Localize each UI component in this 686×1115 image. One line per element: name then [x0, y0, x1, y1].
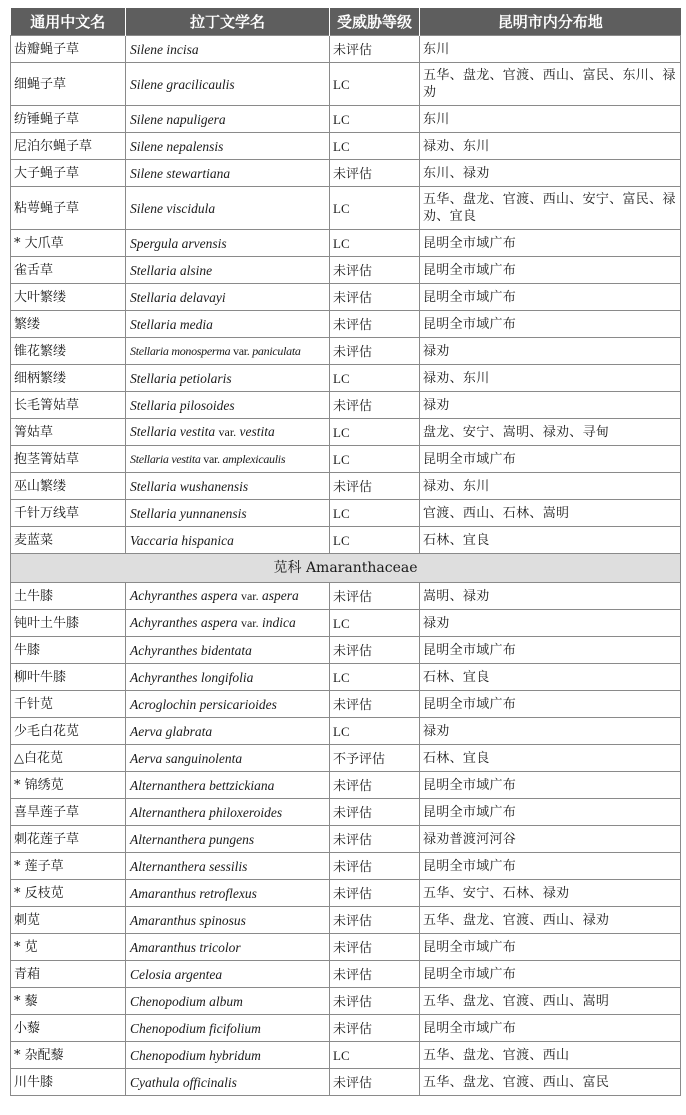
- table-row: [11, 664, 681, 691]
- distribution-cell: 禄劝、东川: [420, 365, 681, 392]
- chinese-name-cell: 牛膝: [11, 637, 126, 664]
- distribution-cell: 禄劝: [420, 392, 681, 419]
- chinese-name-cell: 小藜: [11, 1015, 126, 1042]
- latin-binomial: Alternanthera sessilis: [130, 858, 248, 874]
- threat-level-cell: 未评估: [330, 826, 420, 853]
- threat-level-cell: 不予评估: [330, 745, 420, 772]
- distribution-cell: 昆明全市域广布: [420, 230, 681, 257]
- latin-binomial: Stellaria wushanensis: [130, 478, 249, 494]
- latin-binomial: Celosia argentea: [130, 966, 223, 982]
- latin-binomial: Aerva glabrata: [130, 723, 213, 739]
- chinese-name-cell: 巫山繁缕: [11, 473, 126, 500]
- distribution-cell: 禄劝: [420, 338, 681, 365]
- latin-name-cell: [126, 826, 330, 853]
- threat-level-cell: 未评估: [330, 160, 420, 187]
- distribution-cell: 昆明全市域广布: [420, 853, 681, 880]
- table-row: [11, 880, 681, 907]
- table-row: [11, 907, 681, 934]
- distribution-cell: 东川、禄劝: [420, 160, 681, 187]
- table-row: [11, 637, 681, 664]
- chinese-name-cell: * 莲子草: [11, 853, 126, 880]
- latin-binomial: Stellaria pilosoides: [130, 397, 235, 413]
- latin-binomial: Achyranthes longifolia: [130, 669, 254, 685]
- chinese-name-cell: 繁缕: [11, 311, 126, 338]
- table-row: [11, 106, 681, 133]
- family-name: 苋科 Amaranthaceae: [11, 554, 681, 583]
- table-row: [11, 446, 681, 473]
- threat-level-cell: 未评估: [330, 583, 420, 610]
- distribution-cell: 昆明全市域广布: [420, 961, 681, 988]
- infraspecific-rank: var.: [240, 589, 259, 603]
- chinese-name-cell: 千针万线草: [11, 500, 126, 527]
- latin-binomial: Silene incisa: [130, 41, 199, 57]
- table-row: [11, 311, 681, 338]
- table-row: [11, 36, 681, 63]
- chinese-name-cell: 锥花繁缕: [11, 338, 126, 365]
- table-row: [11, 1015, 681, 1042]
- threat-level-cell: LC: [330, 610, 420, 637]
- table-row: [11, 745, 681, 772]
- chinese-name-cell: 细柄繁缕: [11, 365, 126, 392]
- infraspecific-rank: var.: [218, 425, 237, 439]
- latin-binomial: Stellaria petiolaris: [130, 370, 232, 386]
- latin-binomial: Achyranthes bidentata: [130, 642, 252, 658]
- distribution-cell: 五华、盘龙、官渡、西山、安宁、富民、禄劝、宜良: [420, 187, 681, 230]
- threat-level-cell: LC: [330, 1042, 420, 1069]
- latin-name-cell: [126, 419, 330, 446]
- latin-name-cell: [126, 637, 330, 664]
- latin-binomial: Stellaria alsine: [130, 262, 213, 278]
- table-row: [11, 718, 681, 745]
- latin-name-cell: [126, 772, 330, 799]
- chinese-name-cell: 土牛膝: [11, 583, 126, 610]
- threat-level-cell: LC: [330, 63, 420, 106]
- header-threat-level: 受威胁等级: [330, 8, 420, 36]
- chinese-name-cell: 少毛白花苋: [11, 718, 126, 745]
- threat-level-cell: 未评估: [330, 691, 420, 718]
- latin-name-cell: [126, 160, 330, 187]
- threat-level-cell: LC: [330, 500, 420, 527]
- latin-name-cell: [126, 106, 330, 133]
- latin-name-cell: [126, 473, 330, 500]
- chinese-name-cell: * 藜: [11, 988, 126, 1015]
- latin-name-cell: [126, 500, 330, 527]
- threat-level-cell: 未评估: [330, 934, 420, 961]
- table-row: [11, 187, 681, 230]
- infraspecific-epithet: paniculata: [252, 343, 301, 358]
- table-row: [11, 583, 681, 610]
- latin-name-cell: [126, 583, 330, 610]
- distribution-cell: 五华、盘龙、官渡、西山、富民: [420, 1069, 681, 1096]
- table-row: [11, 365, 681, 392]
- latin-name-cell: [126, 1069, 330, 1096]
- chinese-name-cell: 大子蝇子草: [11, 160, 126, 187]
- chinese-name-cell: 抱茎箐姑草: [11, 446, 126, 473]
- latin-name-cell: [126, 961, 330, 988]
- distribution-cell: 昆明全市域广布: [420, 772, 681, 799]
- chinese-name-cell: 钝叶土牛膝: [11, 610, 126, 637]
- latin-name-cell: [126, 284, 330, 311]
- threat-level-cell: LC: [330, 365, 420, 392]
- table-row: [11, 63, 681, 106]
- distribution-cell: 嵩明、禄劝: [420, 583, 681, 610]
- distribution-cell: 昆明全市域广布: [420, 637, 681, 664]
- latin-name-cell: [126, 799, 330, 826]
- latin-binomial: Chenopodium album: [130, 993, 243, 1009]
- latin-binomial: Alternanthera bettzickiana: [130, 777, 275, 793]
- distribution-cell: 昆明全市域广布: [420, 691, 681, 718]
- latin-name-cell: [126, 934, 330, 961]
- header-distribution: 昆明市内分布地: [420, 8, 681, 36]
- chinese-name-cell: 青葙: [11, 961, 126, 988]
- header-chinese-name: 通用中文名: [11, 8, 126, 36]
- distribution-cell: 昆明全市域广布: [420, 799, 681, 826]
- latin-binomial: Acroglochin persicarioides: [130, 696, 277, 712]
- chinese-name-cell: 尼泊尔蝇子草: [11, 133, 126, 160]
- distribution-cell: 禄劝: [420, 610, 681, 637]
- latin-binomial: Stellaria delavayi: [130, 289, 226, 305]
- threat-level-cell: 未评估: [330, 473, 420, 500]
- infraspecific-epithet: amplexicaulis: [222, 451, 286, 466]
- latin-name-cell: [126, 880, 330, 907]
- distribution-cell: 昆明全市域广布: [420, 1015, 681, 1042]
- threat-level-cell: 未评估: [330, 392, 420, 419]
- infraspecific-epithet: vestita: [239, 424, 275, 439]
- chinese-name-cell: △白花苋: [11, 745, 126, 772]
- threat-level-cell: 未评估: [330, 338, 420, 365]
- infraspecific-rank: var.: [240, 616, 259, 630]
- infraspecific-rank: var.: [233, 343, 250, 358]
- distribution-cell: 昆明全市域广布: [420, 446, 681, 473]
- latin-binomial: Alternanthera philoxeroides: [130, 804, 283, 820]
- threat-level-cell: 未评估: [330, 853, 420, 880]
- chinese-name-cell: 细蝇子草: [11, 63, 126, 106]
- chinese-name-cell: 大叶繁缕: [11, 284, 126, 311]
- chinese-name-cell: 柳叶牛膝: [11, 664, 126, 691]
- distribution-cell: 禄劝普渡河河谷: [420, 826, 681, 853]
- threat-level-cell: LC: [330, 718, 420, 745]
- chinese-name-cell: 齿瓣蝇子草: [11, 36, 126, 63]
- distribution-cell: 东川: [420, 36, 681, 63]
- latin-binomial: Alternanthera pungens: [130, 831, 255, 847]
- latin-binomial: Aerva sanguinolenta: [130, 750, 243, 766]
- latin-name-cell: [126, 392, 330, 419]
- latin-name-cell: [126, 527, 330, 554]
- table-body: [11, 36, 681, 1096]
- threat-level-cell: LC: [330, 133, 420, 160]
- table-row: [11, 961, 681, 988]
- chinese-name-cell: 粘萼蝇子草: [11, 187, 126, 230]
- latin-name-cell: [126, 664, 330, 691]
- table-row: [11, 133, 681, 160]
- table-row: [11, 826, 681, 853]
- latin-binomial: Silene gracilicaulis: [130, 76, 235, 92]
- distribution-cell: 五华、盘龙、官渡、西山、禄劝: [420, 907, 681, 934]
- latin-name-cell: [126, 187, 330, 230]
- distribution-cell: 昆明全市域广布: [420, 284, 681, 311]
- chinese-name-cell: 川牛膝: [11, 1069, 126, 1096]
- threat-level-cell: 未评估: [330, 772, 420, 799]
- latin-name-cell: [126, 745, 330, 772]
- threat-level-cell: 未评估: [330, 1069, 420, 1096]
- table-row: [11, 988, 681, 1015]
- latin-binomial: Chenopodium hybridum: [130, 1047, 261, 1063]
- latin-name-cell: [126, 133, 330, 160]
- distribution-cell: 石林、宜良: [420, 745, 681, 772]
- table-row: [11, 500, 681, 527]
- chinese-name-cell: 刺苋: [11, 907, 126, 934]
- threat-level-cell: LC: [330, 106, 420, 133]
- latin-name-cell: [126, 691, 330, 718]
- threat-level-cell: 未评估: [330, 907, 420, 934]
- table-row: [11, 691, 681, 718]
- chinese-name-cell: * 反枝苋: [11, 880, 126, 907]
- threat-level-cell: LC: [330, 187, 420, 230]
- latin-binomial: Amaranthus retroflexus: [130, 885, 257, 901]
- infraspecific-epithet: indica: [262, 615, 296, 630]
- table-row: [11, 772, 681, 799]
- latin-binomial: Silene stewartiana: [130, 165, 231, 181]
- threat-level-cell: 未评估: [330, 799, 420, 826]
- latin-name-cell: [126, 63, 330, 106]
- distribution-cell: 昆明全市域广布: [420, 311, 681, 338]
- latin-name-cell: [126, 988, 330, 1015]
- chinese-name-cell: 箐姑草: [11, 419, 126, 446]
- latin-name-cell: [126, 365, 330, 392]
- latin-name-cell: [126, 1015, 330, 1042]
- header-row: [11, 8, 681, 36]
- table-row: [11, 1042, 681, 1069]
- latin-name-cell: [126, 230, 330, 257]
- distribution-cell: 禄劝: [420, 718, 681, 745]
- latin-binomial: Amaranthus spinosus: [130, 912, 246, 928]
- chinese-name-cell: 长毛箐姑草: [11, 392, 126, 419]
- table-row: [11, 284, 681, 311]
- table-row: [11, 527, 681, 554]
- latin-name-cell: [126, 610, 330, 637]
- latin-binomial: Silene nepalensis: [130, 138, 224, 154]
- table-row: [11, 1069, 681, 1096]
- latin-binomial: Achyranthes aspera: [130, 615, 238, 630]
- distribution-cell: 禄劝、东川: [420, 133, 681, 160]
- threat-level-cell: LC: [330, 527, 420, 554]
- latin-name-cell: [126, 718, 330, 745]
- latin-name-cell: [126, 446, 330, 473]
- threat-level-cell: LC: [330, 230, 420, 257]
- threat-level-cell: 未评估: [330, 988, 420, 1015]
- infraspecific-epithet: aspera: [262, 588, 299, 603]
- species-table: [10, 8, 681, 1096]
- threat-level-cell: LC: [330, 664, 420, 691]
- threat-level-cell: 未评估: [330, 880, 420, 907]
- table-row: [11, 392, 681, 419]
- latin-name-cell: [126, 338, 330, 365]
- header-latin-name: 拉丁文学名: [126, 8, 330, 36]
- chinese-name-cell: * 锦绣苋: [11, 772, 126, 799]
- threat-level-cell: 未评估: [330, 1015, 420, 1042]
- latin-name-cell: [126, 853, 330, 880]
- distribution-cell: 昆明全市域广布: [420, 257, 681, 284]
- distribution-cell: 石林、宜良: [420, 527, 681, 554]
- table-row: [11, 799, 681, 826]
- distribution-cell: 东川: [420, 106, 681, 133]
- latin-binomial: Amaranthus tricolor: [130, 939, 241, 955]
- latin-binomial: Stellaria vestita: [130, 451, 201, 466]
- chinese-name-cell: 纺锤蝇子草: [11, 106, 126, 133]
- distribution-cell: 盘龙、安宁、嵩明、禄劝、寻甸: [420, 419, 681, 446]
- threat-level-cell: 未评估: [330, 257, 420, 284]
- latin-binomial: Stellaria yunnanensis: [130, 505, 247, 521]
- distribution-cell: 石林、宜良: [420, 664, 681, 691]
- latin-binomial: Chenopodium ficifolium: [130, 1020, 261, 1036]
- chinese-name-cell: * 杂配藜: [11, 1042, 126, 1069]
- latin-binomial: Vaccaria hispanica: [130, 532, 234, 548]
- latin-binomial: Achyranthes aspera: [130, 588, 238, 603]
- latin-binomial: Stellaria media: [130, 316, 213, 332]
- latin-name-cell: [126, 257, 330, 284]
- latin-name-cell: [126, 36, 330, 63]
- table-row: [11, 419, 681, 446]
- distribution-cell: 五华、盘龙、官渡、西山: [420, 1042, 681, 1069]
- threat-level-cell: 未评估: [330, 311, 420, 338]
- table-row: [11, 257, 681, 284]
- latin-name-cell: [126, 311, 330, 338]
- latin-binomial: Stellaria vestita: [130, 424, 216, 439]
- threat-level-cell: LC: [330, 446, 420, 473]
- table-row: [11, 230, 681, 257]
- distribution-cell: 五华、安宁、石林、禄劝: [420, 880, 681, 907]
- family-header-row: [11, 554, 681, 583]
- latin-name-cell: [126, 1042, 330, 1069]
- distribution-cell: 禄劝、东川: [420, 473, 681, 500]
- table-row: [11, 160, 681, 187]
- threat-level-cell: 未评估: [330, 36, 420, 63]
- table-row: [11, 610, 681, 637]
- latin-name-cell: [126, 907, 330, 934]
- latin-binomial: Silene napuligera: [130, 111, 226, 127]
- latin-binomial: Silene viscidula: [130, 200, 216, 216]
- chinese-name-cell: 刺花莲子草: [11, 826, 126, 853]
- chinese-name-cell: 喜旱莲子草: [11, 799, 126, 826]
- chinese-name-cell: 千针苋: [11, 691, 126, 718]
- distribution-cell: 官渡、西山、石林、嵩明: [420, 500, 681, 527]
- table-row: [11, 473, 681, 500]
- threat-level-cell: 未评估: [330, 637, 420, 664]
- latin-binomial: Cyathula officinalis: [130, 1074, 237, 1090]
- table-row: [11, 853, 681, 880]
- chinese-name-cell: * 苋: [11, 934, 126, 961]
- table-row: [11, 934, 681, 961]
- distribution-cell: 五华、盘龙、官渡、西山、富民、东川、禄劝: [420, 63, 681, 106]
- table-row: [11, 338, 681, 365]
- threat-level-cell: LC: [330, 419, 420, 446]
- threat-level-cell: 未评估: [330, 961, 420, 988]
- distribution-cell: 昆明全市域广布: [420, 934, 681, 961]
- distribution-cell: 五华、盘龙、官渡、西山、嵩明: [420, 988, 681, 1015]
- latin-binomial: Stellaria monosperma: [130, 343, 231, 358]
- threat-level-cell: 未评估: [330, 284, 420, 311]
- infraspecific-rank: var.: [203, 451, 220, 466]
- chinese-name-cell: 雀舌草: [11, 257, 126, 284]
- chinese-name-cell: 麦蓝菜: [11, 527, 126, 554]
- latin-binomial: Spergula arvensis: [130, 235, 227, 251]
- chinese-name-cell: * 大爪草: [11, 230, 126, 257]
